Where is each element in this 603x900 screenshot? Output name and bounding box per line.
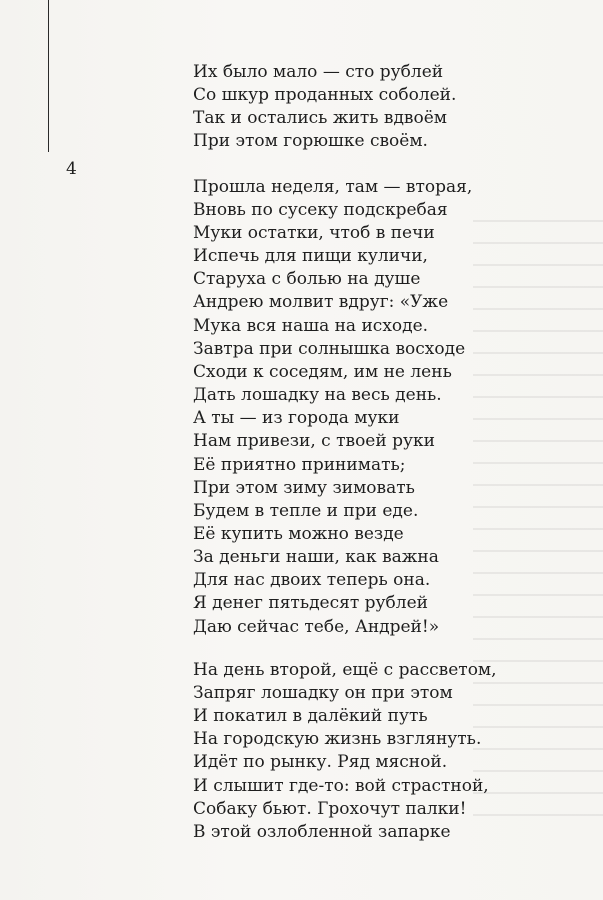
poem-line: В этой озлобленной запарке: [193, 821, 451, 842]
poem-line: За деньги наши, как важна: [193, 547, 439, 568]
stanza-1: [193, 61, 593, 154]
poem-line: Прошла неделя, там — вторая,: [193, 176, 473, 197]
poem-line: Будем в тепле и при еде.: [193, 500, 419, 521]
poem-line: Мука вся наша на исходе.: [193, 315, 429, 336]
poem-line: При этом зиму зимовать: [193, 477, 415, 498]
poem-line: Старуха с болью на душе: [193, 269, 421, 290]
poem-line: На день второй, ещё с рассветом,: [193, 659, 497, 680]
page-number: 4: [66, 159, 77, 179]
poem-line: Даю сейчас тебе, Андрей!»: [193, 616, 440, 637]
poem-line: Идёт по рынку. Ряд мясной.: [193, 752, 448, 773]
poem-line: Её приятно принимать;: [193, 454, 406, 475]
margin-rule: [48, 0, 49, 152]
poem-line: Так и остались жить вдвоём: [193, 108, 448, 129]
poem-line: Собаку бьют. Грохочут палки!: [193, 798, 467, 819]
poem-line: Для нас двоих теперь она.: [193, 570, 431, 591]
poem-line: А ты — из города муки: [193, 408, 400, 429]
poem-line: Испечь для пищи куличи,: [193, 246, 428, 267]
poem-line: Их было мало — сто рублей: [193, 62, 444, 82]
poem-line: Её купить можно везде: [193, 523, 404, 544]
poem-text: [193, 61, 593, 844]
poem-line: Дать лошадку на весь день.: [193, 385, 442, 406]
poem-line: Я денег пятьдесят рублей: [193, 593, 428, 614]
poem-line: На городскую жизнь взглянуть.: [193, 729, 482, 750]
poem-line: Сходи к соседям, им не лень: [193, 361, 452, 382]
poem-line: Вновь по сусеку подскребая: [193, 199, 448, 220]
stanza-3: [193, 659, 593, 844]
poem-line: При этом горюшке своём.: [193, 131, 428, 152]
stanza-2: [193, 176, 593, 639]
poem-line: Нам привези, с твоей руки: [193, 431, 435, 452]
poem-line: Завтра при солнышка восходе: [193, 338, 466, 359]
poem-line: Муки остатки, чтоб в печи: [193, 222, 435, 243]
poem-line: И покатил в далёкий путь: [193, 706, 428, 727]
poem-line: Андрею молвит вдруг: «Уже: [193, 292, 449, 313]
poem-line: И слышит где-то: вой страстной,: [193, 775, 489, 796]
poem-line: Запряг лошадку он при этом: [193, 682, 453, 703]
poem-line: Со шкур проданных соболей.: [193, 85, 457, 106]
